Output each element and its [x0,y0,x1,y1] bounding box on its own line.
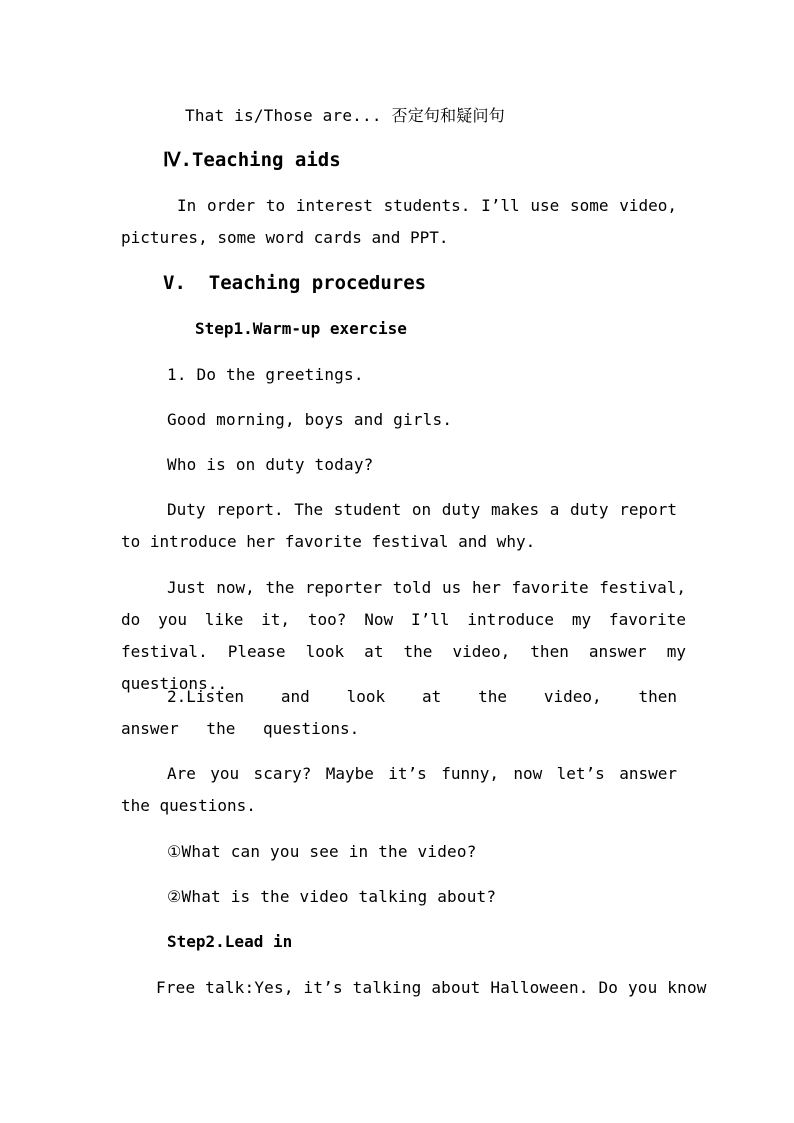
step1-heading: Step1.Warm-up exercise [195,319,407,338]
question-1: ①What can you see in the video? [167,842,477,861]
teaching-aids-paragraph: In order to interest students. I’ll use some video, pictures, some word cards and PPT. [121,196,677,247]
scary-paragraph: Are you scary? Maybe it’s funny, now let’s answer the questions. [121,764,677,815]
greeting-line: Good morning, boys and girls. [167,410,453,429]
section-heading-teaching-procedures: V. Teaching procedures [163,272,427,294]
duty-report-paragraph: Duty report. The student on duty makes a duty report to introduce her favorite festival and why. [121,500,677,551]
list-item-listen: 2.Listen and look at the video, then answer the questions. [121,687,677,738]
list-item-greetings: 1. Do the greetings. [167,365,364,384]
step2-heading: Step2.Lead in [167,932,293,951]
duty-question-line: Who is on duty today? [167,455,374,474]
grammar-line: That is/Those are... 否定句和疑问句 [185,106,505,125]
question-2: ②What is the video talking about? [167,887,497,906]
free-talk-line: Free talk:Yes, it’s talking about Halloween. Do you know [156,978,707,997]
section-heading-teaching-aids: Ⅳ.Teaching aids [163,149,341,171]
just-now-paragraph: Just now, the reporter told us her favorite festival, do you like it, too? Now I’ll introduce my favorite festival. Please look at the video, then answer my questions.. [121,578,686,693]
